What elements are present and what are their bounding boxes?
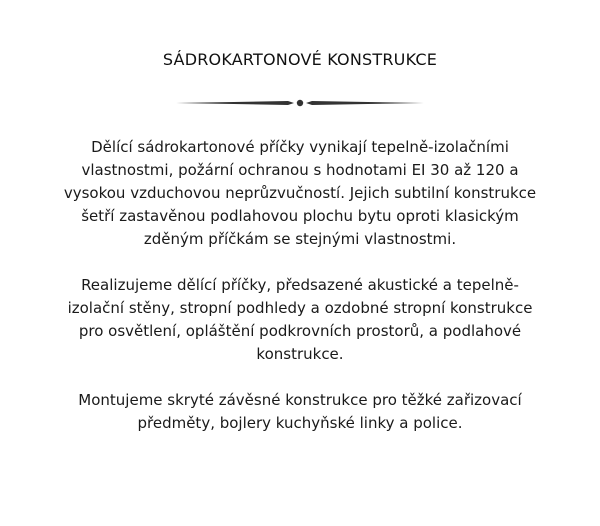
ornamental-divider-icon — [170, 96, 430, 110]
section-title: SÁDROKARTONOVÉ KONSTRUKCE — [162, 50, 438, 69]
section-body — [60, 136, 540, 435]
paragraph-mounting: Montujeme skryté závěsné konstrukce pro těžké zařizovací předměty, bojlery kuchyňské linky a police. — [78, 391, 522, 432]
paragraph-services: Realizujeme dělící příčky, předsazené akustické a tepelně-izolační stěny, stropní podhledy a ozdobné stropní konstrukce pro osvětlení, opláštění podkrovních prostorů, a podlahové konstrukce. — [67, 276, 533, 363]
paragraph-intro: Dělící sádrokartonové příčky vynikají tepelně-izolačními vlastnostmi, požární ochranou s hodnotami EI 30 až 120 a vysokou vzduchovou neprůzvučností. Jejich subtilní konstrukce šetří zastavěnou podlahovou plochu bytu oproti klasickým zděným příčkám se stejnými vlastnostmi. — [63, 138, 537, 248]
